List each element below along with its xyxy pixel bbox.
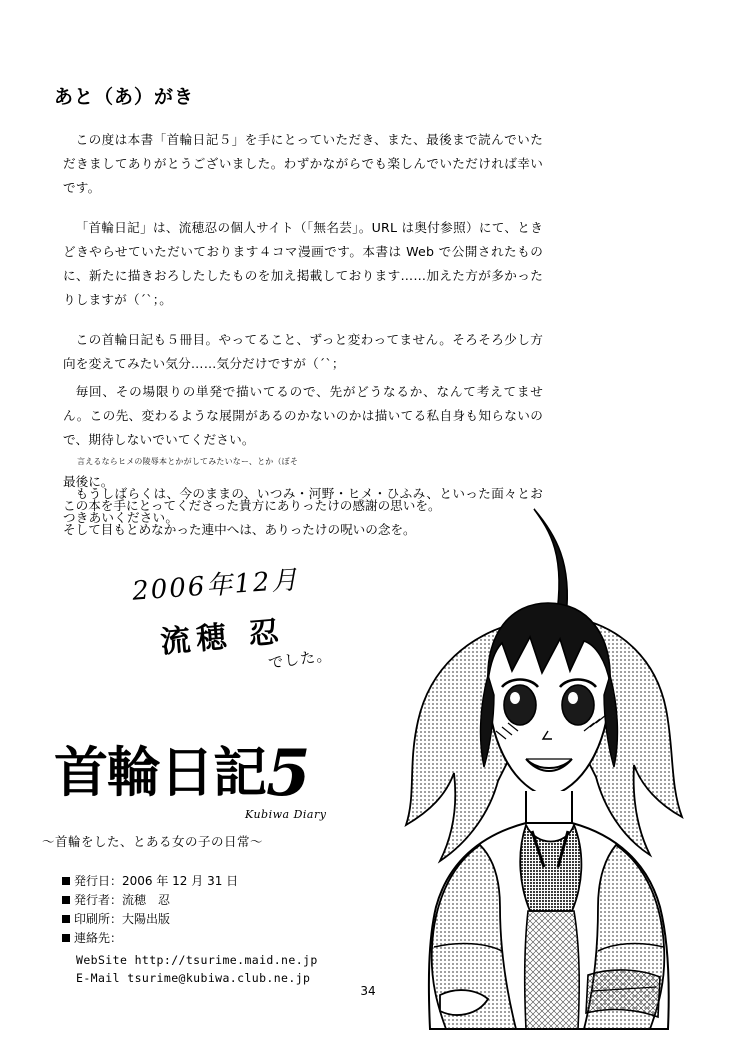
signature-name: 流穂 忍 bbox=[159, 614, 287, 661]
colophon bbox=[62, 872, 318, 987]
cover-title-number: 5 bbox=[266, 736, 310, 811]
manga-girl-illustration bbox=[320, 495, 720, 1035]
colophon-text: 発行日：2006 年 12 月 31 日 bbox=[74, 874, 239, 888]
colophon-text: 発行者：流穂 忍 bbox=[74, 893, 171, 907]
square-bullet-icon bbox=[62, 915, 70, 923]
paragraph: この度は本書「首輪日記５」を手にとっていただき、また、最後まで読んでいただきましてありがとうございました。わずかながらでも楽しんでいただければ幸いです。 bbox=[63, 132, 543, 195]
website-line: WebSite http://tsurime.maid.ne.jp bbox=[76, 953, 318, 967]
square-bullet-icon bbox=[62, 877, 70, 885]
colophon-text: 連絡先： bbox=[74, 931, 123, 945]
paragraph: もうしばらくは、今のままの、いつみ・河野・ヒメ・ひふみ、といった面々とおつきあいください。 bbox=[63, 486, 543, 525]
cover-title-main: 首輪日記 bbox=[54, 741, 266, 804]
square-bullet-icon bbox=[62, 934, 70, 942]
page-number: 34 bbox=[360, 984, 376, 998]
paragraph: 「首輪日記」は、流穂忍の個人サイト（「無名芸」。URL は奥付参照）にて、ときどきやらせていただいております４コマ漫画です。本書は Web で公開されたものに、新たに描きおろしたしたものを加え掲載しております……加えた方が多かったりしますが（´`；。 bbox=[63, 220, 543, 307]
cover-subtitle: 〜首輪をした、とある女の子の日常〜 bbox=[42, 834, 264, 849]
closing-line: この本を手にとってくださった貴方にありったけの感謝の思いを。 bbox=[63, 498, 441, 513]
colophon-row bbox=[62, 872, 318, 891]
square-bullet-icon bbox=[62, 896, 70, 904]
page-title: あと（あ）がき bbox=[54, 86, 195, 108]
paragraph: この首輪日記も５冊目。やってること、ずっと変わってません。そろそろ少し方向を変えてみたい気分……気分だけですが（´`； bbox=[63, 332, 543, 371]
paragraph: 毎回、その場限りの単発で描いてるので、先がどうなるか、なんて考えてません。この先、変わるような展開があるのかないのかは描いてる私自身も知らないので、期待しないでいてください。 bbox=[63, 384, 543, 447]
cover-title bbox=[54, 736, 310, 811]
colophon-row bbox=[62, 910, 318, 929]
colophon-text: 印刷所：大陽出版 bbox=[74, 912, 171, 926]
signature-suffix: でした。 bbox=[267, 645, 334, 673]
tiny-note: 言えるならヒメの陵辱本とかがしてみたいなー、とか（ぼそ bbox=[77, 457, 299, 466]
colophon-row bbox=[62, 929, 318, 948]
closing-line: そして目もとめなかった連中へは、ありったけの呪いの念を。 bbox=[63, 522, 416, 537]
closing-line: 最後に。 bbox=[63, 474, 114, 489]
email-line: E-Mail tsurime@kubiwa.club.ne.jp bbox=[76, 971, 311, 985]
colophon-row bbox=[62, 891, 318, 910]
contact-block bbox=[76, 951, 318, 987]
cover-title-romaji: Kubiwa Diary bbox=[245, 808, 327, 821]
signature-date: 2006年12月 bbox=[131, 565, 301, 607]
